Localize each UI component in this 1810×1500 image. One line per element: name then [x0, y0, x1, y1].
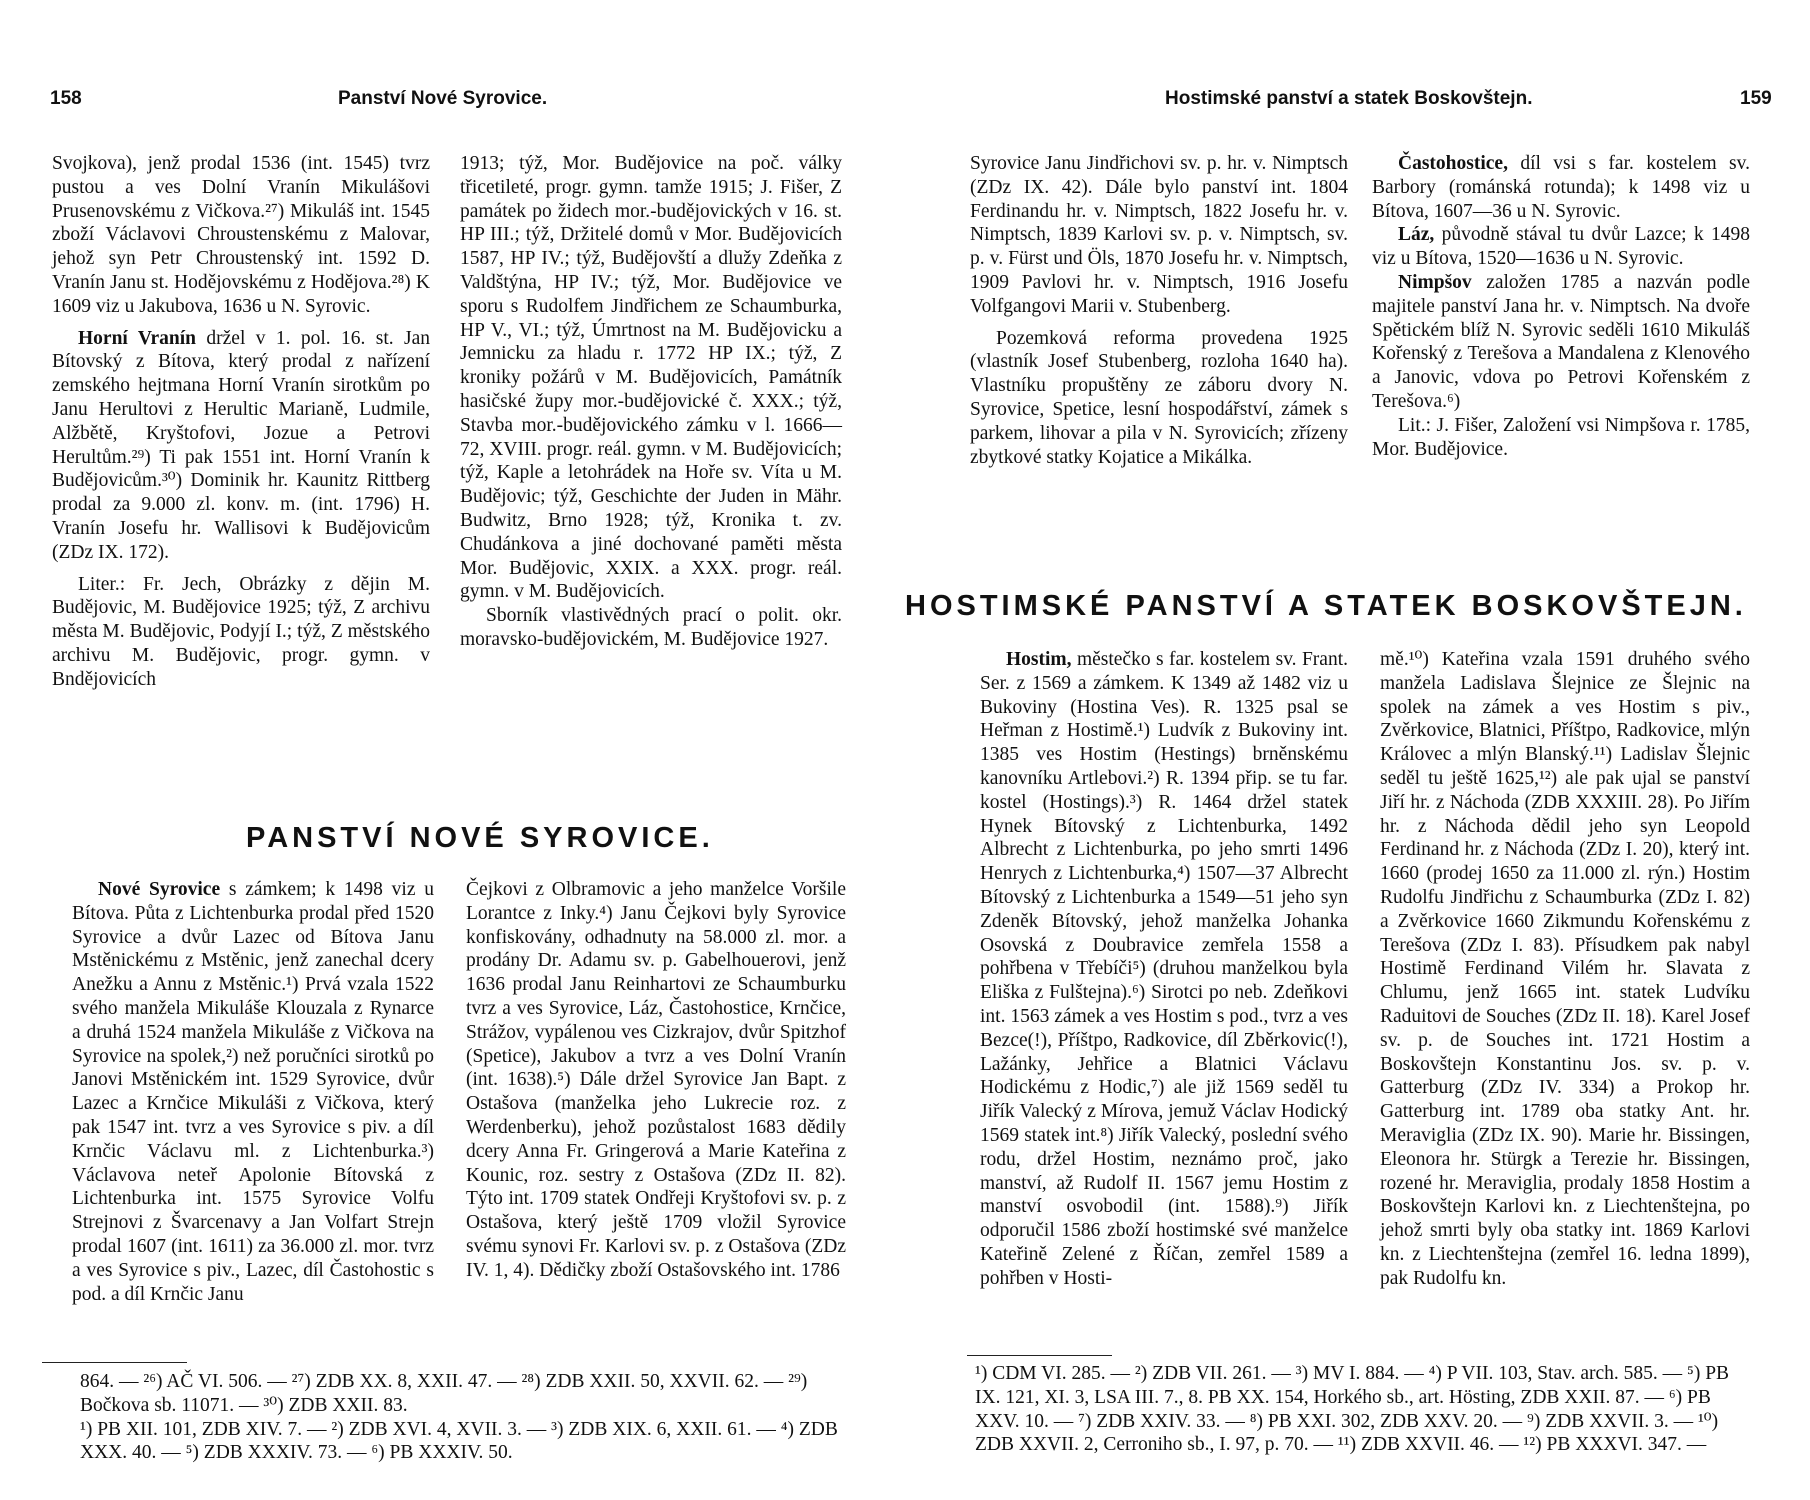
running-head: Hostimské panství a statek Boskovštejn. [1165, 88, 1533, 109]
paragraph-hostim [980, 648, 1348, 1291]
entry-text: držel v 1. pol. 16. st. Jan Bítovský z Bítova, který prodal z nařízení zemského hejtmana Horní Vranín sirotkům po Janu Herultovi z Herultic Marianě, Ludmile, Alžbětě, Kryštofovi, Jozue a Petrovi Herultům.²⁹) Ti pak 1551 int. Horní Vranín k Budějovicům.³⁰) Dominik hr. Kaunitz Rittberg prodal za 9.000 zl. konv. m. (int. 1796) H. Vranín Josefu hr. Wallisovi k Budějovicům (ZDz IX. 172). [52, 327, 431, 563]
entry-heading: Hostim, [1006, 649, 1072, 670]
footnote-rule [42, 1362, 187, 1363]
right-top-column-2 [1372, 152, 1750, 461]
paragraph-castohostice [1372, 152, 1750, 223]
entry-text: s zámkem; k 1498 viz u Bítova. Půta z Lichtenburka prodal před 1520 Syrovice a dvůr Lazec od Bítova Janu Mstěnickému z Mstěnic, jenž zanechal dcery Anežku a Annu z Mstěnic.¹) Prvá vzala 1522 svého manžela Mikuláše Klouzala z Rynarce a druhá 1524 manžela Mikuláše z Vičkova na Syrovice na spolek,²) než poručníci sirotků po Janovi Mstěnickém int. 1529 Syrovice, dvůr Lazec a Krnčice Mikuláši z Vičkova, který pak 1547 int. tvrz a ves Syrovice s piv. a díl Krnčic Václavu ml. z Lichtenburka.³) Václavova neteř Apolonie Bítovská z Lichtenburka int. 1575 Syrovice Volfu Strejnovi z Švarcenavy a Jan Volfart Strejn prodal 1607 (int. 1611) za 36.000 zl. mor. tvrz a ves Syrovice s piv., Lazec, díl Častohostic s pod. a díl Krnčic Janu [72, 879, 434, 1305]
paragraph: Svojkova), jenž prodal 1536 (int. 1545) tvrz pustou a ves Dolní Vranín Mikulášovi Prusenovskému z Vičkova.²⁷) Mikuláš int. 1545 zboží Václavovi Chroustenskému z Malovar, jehož syn Petr Chroustenský int. 1592 D. Vranín Janu st. Hodějovskému z Hodějova.²⁸) K 1609 viz u Jakubova, 1636 u N. Syrovic. [52, 153, 430, 317]
footnote-line: 864. — ²⁶) AČ VI. 506. — ²⁷) ZDB XX. 8, XXII. 47. — ²⁸) ZDB XXII. 50, XXVII. 62. — ²⁹) Bočkova sb. 11071. — ³⁰) ZDB XXII. 83. [80, 1371, 808, 1416]
left-bottom-column-2 [466, 878, 846, 1283]
left-top-column-2 [460, 152, 842, 652]
paragraph-nimpsov [1372, 271, 1750, 414]
entry-heading: Častohostice, [1398, 153, 1508, 174]
paragraph: mě.¹⁰) Kateřina vzala 1591 druhého svého manžela Ladislava Šlejnice ze Šlejnic na spolek na zámek a ves Hostim s piv., Zvěrkovice, Blatnici, Příštpo, Radkovice, mlýn Královec a mlýn Blanský.¹¹) Ladislav Šlejnic seděl tu ještě 1625,¹²) ale pak ujal se panství Jiří hr. z Náchoda (ZDB XXXIII. 28). Po Jiřím hr. z Náchoda dědil jeho syn Leopold Ferdinand hr. z Náchoda (ZDz I. 20), který int. 1660 (prodej 1650 za 11.000 zl. rýn.) Hostim Rudolfu Jindřichu z Schaumburka (ZDz I. 82) a Zvěrkovice 1660 Zikmundu Kořenskému z Terešova (ZDz I. 83). Přísudkem pak nabyl Hostimě Ferdinand Vilém hr. Slavata z Chlumu, jenž 1665 int. statek Ludvíku Raduitovi de Souches (ZDz II. 18). Karel Josef sv. p. de Souches int. 1721 Hostim a Boskovštejn Konstantinu Jos. sv. p. v. Gatterburg (ZDz IV. 334) a Prokop hr. Gatterburg int. 1789 oba statky Ant. hr. Meraviglia (ZDz IX. 90). Marie hr. Bissingen, Eleonora hr. Stürgk a Terezie hr. Bissingen, rozené hr. Meraviglia, prodaly 1858 Hostim a Boskovštejn Karlovi kn. z Liechtenštejna, po jehož smrti byly oba statky int. 1869 Karlovi kn. z Liechtenštejna (zemřel 16. ledna 1899), pak Rudolfu kn. [1380, 649, 1750, 1289]
paragraph-literature: Lit.: J. Fišer, Založení vsi Nimpšova r. 1785, Mor. Budějovice. [1372, 414, 1750, 460]
page-number: 159 [1740, 88, 1772, 109]
left-top-column-1 [52, 152, 430, 692]
entry-heading: Nimpšov [1398, 271, 1472, 293]
right-top-column-1 [970, 152, 1348, 469]
footnote-rule [967, 1355, 1112, 1356]
footnote-line: ¹) PB XII. 101, ZDB XIV. 7. — ²) ZDB XVI. 4, XVII. 3. — ³) ZDB XIX. 6, XXII. 61. — ⁴) ZDB XXX. 40. — ⁵) ZDB XXXIV. 73. — ⁶) PB XXXIV. 50. [80, 1418, 838, 1464]
footnotes [80, 1370, 848, 1465]
paragraph-nove-syrovice [72, 878, 434, 1306]
entry-heading: Láz, [1398, 224, 1435, 246]
footnotes [975, 1362, 1751, 1457]
right-page [905, 0, 1810, 1500]
paragraph-literature: Liter.: Fr. Jech, Obrázky z dějin M. Budějovic, M. Budějovice 1925; týž, Z archivu města M. Budějovic, Podyjí I.; týž, Z městského archivu M. Budějovic, progr. gymn. v Bndějovicích [52, 573, 430, 690]
paragraph: Syrovice Janu Jindřichovi sv. p. hr. v. Nimptsch (ZDz IX. 42). Dále bylo panství int. 1804 Ferdinandu hr. v. Nimptsch, 1822 Josefu hr. v. Nimptsch, 1839 Karlovi sv. p. v. Nimptsch, sv. p. v. Fürst und Öls, 1870 Josefu hr. v. Nimptsch, 1909 Pavlovi hr. v. Nimptsch, 1916 Josefu Volfgangovi Marii v. Stubenberg. [970, 153, 1348, 317]
paragraph: 1913; týž, Mor. Budějovice na poč. války třicetileté, progr. gymn. tamže 1915; J. Fišer, Z památek po židech mor.-budějovických v 16. st. HP III.; týž, Držitelé domů v Mor. Budějovicích 1587, HP IV.; týž, Budějovští a dlužy Zdeňka z Valdštýna, HP IV.; týž, Mor. Budějovice ve sporu s Rudolfem Jindřichem ze Schaumburka, HP V., VI.; týž, Úmrtnost na M. Budějovicku a Jemnicku za hladu r. 1772 HP IX.; týž, Z kroniky požárů v M. Budějovicích, Památník hasičské župy mor.-budějovické č. XXX.; týž, Stavba mor.-budějovického zámku v l. 1666—72, XVIII. progr. reál. gymn. v M. Budějovicích; týž, Kaple a letohrádek na Hoře sv. Víta u M. Budějovic; týž, Geschichte der Juden in Mähr. Budwitz, Brno 1928; týž, Kronika t. zv. Chudánkova a jiné dochované paměti města Mor. Budějovic, XXIX. a XXX. progr. reál. gymn. v M. Budějovicích. [460, 153, 842, 603]
section-title: HOSTIMSKÉ PANSTVÍ A STATEK BOSKOVŠTEJN. [905, 590, 1747, 622]
entry-text: městečko s far. kostelem sv. Frant. Ser. z 1569 a zámkem. K 1349 až 1482 viz u Bukoviny (Hostina Ves). R. 1325 psal se Heřman z Hostimě.¹) Ludvík z Bukoviny int. 1385 ves Hostim (Hestings) brněnskému kanovníku Artlebovi.²) R. 1394 přip. se tu far. kostel (Hostings).³) R. 1464 držel statek Hynek Bítovský z Lichtenburka, 1492 Albrecht z Lichtenburka, po jeho smrti 1496 Henrych z Lichtenburka,⁴) 1507—37 Albrecht Bítovský z Lichtenburka a 1549—51 jeho syn Zdeněk Bítovský, jehož manželka Johanka Osovská z Doubravice zemřela 1558 a pohřbena v Třebíči⁵) (druhou manželkou byla Eliška z Fulštejna).⁶) Sirotci po neb. Zdeňkovi int. 1563 zámek a ves Hostim s pod., tvrz a ves Bezce(!), Příštpo, Radkovice, díl Zběrkovic(!), Lažánky, Jehřice a Blatnici Václavu Hodickému z Hodic,⁷) ale již 1569 seděl tu Jiřík Valecký z Mírova, jemuž Václav Hodický 1569 statek int.⁸) Jiřík Valecký, poslední svého rodu, držel Hostim, neznámo proč, jako manství, až Rudolf II. 1567 jemu Hostim z manství osvobodil (int. 1588).⁹) Jiřík odporučil 1586 zboží hostimské své manželce Kateřině Zelené z Říčan, zemřel 1589 a pohřben v Hosti- [980, 649, 1348, 1289]
paragraph-laz [1372, 223, 1750, 271]
paragraph: Čejkovi z Olbramovic a jeho manželce Voršile Lorantce z Inky.⁴) Janu Čejkovi byly Syrovice konfiskovány, odhadnuty na 58.000 zl. mor. a prodány Dr. Adamu sv. p. Gabelhouerovi, jenž 1636 prodal Janu Reinhartovi ze Schaumburku tvrz a ves Syrovice, Láz, Častohostice, Krnčice, Strážov, vypálenou ves Cizkrajov, dvůr Spitzhof (Spetice), Jakubov a tvrz a ves Dolní Vranín (int. 1638).⁵) Dále držel Syrovice Jan Bapt. z Ostašova (manželka jeho Lukrecie roz. z Werdenberku), jehož pozůstalost 1683 dědily dcery Anna Fr. Gringerová a Marie Kateřina z Kounic, roz. sestry z Ostašova (ZDz II. 82). Týto int. 1709 statek Ondřeji Kryštofovi sv. p. z Ostašova, který ještě 1709 vložil Syrovice svému synovi Fr. Karlovi sv. p. z Ostašova (ZDz IV. 1, 4). Dědičky zboží Ostašovského int. 1786 [466, 879, 846, 1281]
running-head: Panství Nové Syrovice. [338, 88, 548, 109]
entry-heading: Nové Syrovice [98, 879, 221, 900]
paragraph-pozemkova-reforma: Pozemková reforma provedena 1925 (vlastník Josef Stubenberg, rozloha 1640 ha). Vlastníku propuštěny ze záboru dvory N. Syrovice, Spetice, lesní hospodářství, zámek s parkem, lihovar a pila v N. Syrovicích; zřízeny zbytkové statky Kojatice a Mikálka. [970, 327, 1348, 468]
left-bottom-column-1 [72, 878, 434, 1306]
right-bottom-column-1 [980, 648, 1348, 1291]
entry-heading: Horní Vranín [78, 327, 197, 349]
entry-text: původně stával tu dvůr Lazce; k 1498 viz u Bítova, 1520—1636 u N. Syrovic. [1372, 224, 1750, 270]
footnote-line: ¹) CDM VI. 285. — ²) ZDB VII. 261. — ³) MV I. 884. — ⁴) P VII. 103, Stav. arch. 585. — ⁵) PB IX. 121, XI. 3, LSA III. 7., 8. PB XX. 154, Horkého sb., art. Hösting, ZDB XXII. 87. — ⁶) PB XXV. 10. — ⁷) ZDB XXIV. 33. — ⁸) PB XXI. 302, ZDB XXV. 20. — ⁹) ZDB XXVII. 3. — ¹⁰) ZDB XXVII. 2, Cerroniho sb., I. 97, p. 70. — ¹¹) ZDB XXVII. 46. — ¹²) PB XXXVI. 347. — [975, 1363, 1730, 1456]
section-title: PANSTVÍ NOVÉ SYROVICE. [246, 822, 714, 854]
paragraph-horni-vranin [52, 327, 430, 565]
entry-text: založen 1785 a nazván podle majitele panství Jana hr. v. Nimptsch. Na dvoře Spětickém blíž N. Syrovic seděli 1610 Mikuláš Kořenský z Terešova a Mandalena z Klenového a Janovic, vdova po Petrovi Kořenském z Terešova.⁶) [1372, 271, 1750, 412]
paragraph-sbornik: Sborník vlastivědných prací o polit. okr. moravsko-budějovickém, M. Budějovice 1927. [460, 605, 842, 650]
right-bottom-column-2 [1380, 648, 1750, 1291]
page-number: 158 [50, 88, 82, 109]
entry-text: díl vsi s far. kostelem sv. Barbory (románská rotunda); k 1498 viz u Bítova, 1607—36 u N. Syrovic. [1372, 153, 1750, 222]
